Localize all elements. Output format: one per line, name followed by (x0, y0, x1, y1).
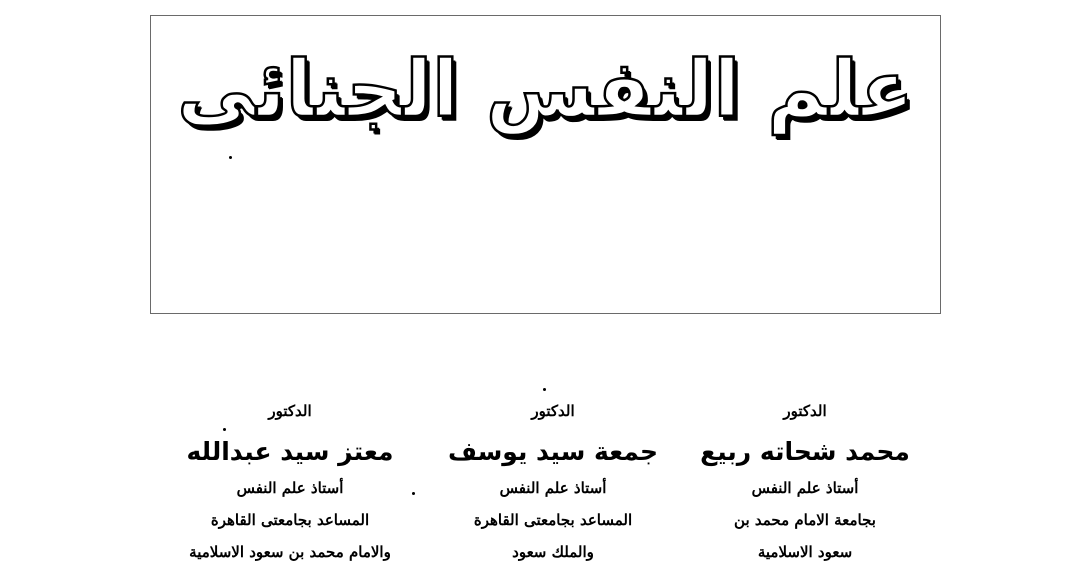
author-affiliation-line: بجامعة الامام محمد بن (734, 511, 876, 529)
author-affiliation-line: والامام محمد بن سعود الاسلامية (189, 543, 391, 561)
author-affiliation-line: أستاذ علم النفس (751, 479, 859, 497)
author-block (670, 398, 940, 568)
author-affiliation-line: المساعد بجامعتى القاهرة (210, 511, 370, 529)
author-affiliation-line: أستاذ علم النفس (236, 479, 344, 497)
author-block (418, 398, 688, 568)
author-block (155, 398, 425, 568)
print-speck (229, 156, 232, 159)
author-degree: الدكتور (268, 402, 312, 420)
author-affiliation-line: والملك سعود (512, 543, 594, 561)
author-degree: الدكتور (531, 402, 575, 420)
author-affiliation-line: المساعد بجامعتى القاهرة (473, 511, 633, 529)
author-name: جمعة سيد يوسف (447, 437, 659, 466)
author-name: معتز سيد عبدالله (186, 437, 394, 466)
title-frame (150, 15, 941, 314)
author-affiliation-line: أستاذ علم النفس (499, 479, 607, 497)
author-degree: الدكتور (783, 402, 827, 420)
author-name: محمد شحاته ربيع (700, 437, 910, 466)
print-speck (543, 388, 546, 391)
authors-section (0, 398, 1080, 568)
book-title: علم النفس الجنائى (177, 45, 914, 135)
author-affiliation-line: سعود الاسلامية (757, 543, 853, 561)
